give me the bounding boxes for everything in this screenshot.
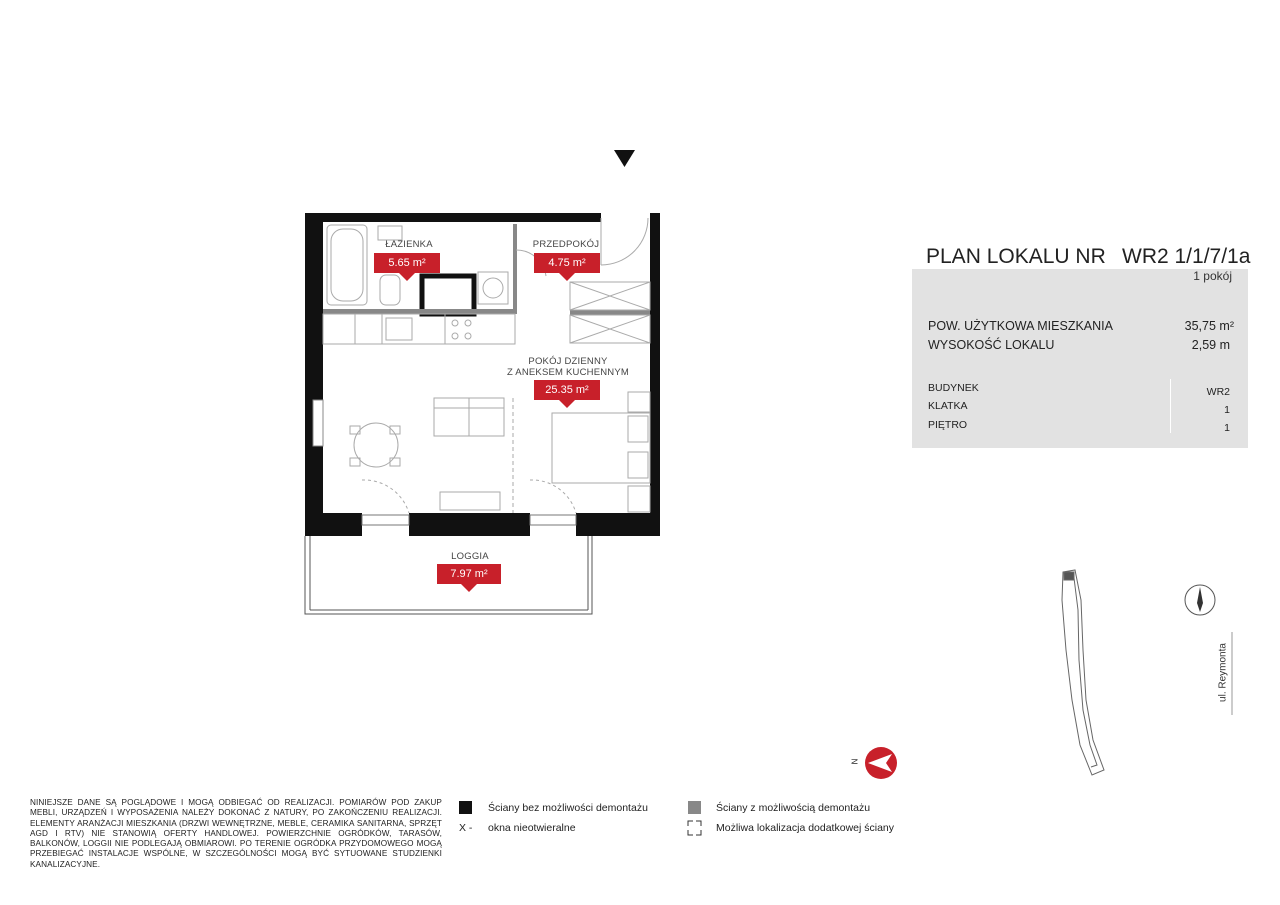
fixed-wall-legend-swatch: [459, 801, 472, 814]
street-label: ul. Reymonta: [1217, 643, 1229, 702]
plan-title: PLAN LOKALU NR: [926, 245, 1106, 268]
room-name-bathroom: ŁAZIENKA: [385, 239, 433, 250]
apartment-info-panel: [912, 235, 1251, 448]
area-tag-living: 25.35 m²: [534, 380, 600, 400]
legend-optional-wall: Możliwa lokalizacja dodatkowej ściany: [716, 822, 894, 834]
height-label: WYSOKOŚĆ LOKALU: [928, 338, 1055, 352]
north-arrow-icon: [865, 747, 897, 779]
area-tag-hallway: 4.75 m²: [534, 253, 600, 273]
compass-icon: [1185, 585, 1215, 615]
legend-fixed-walls: Ściany bez możliwości demontażu: [488, 802, 648, 814]
building-site-plan-icon: [1062, 570, 1104, 775]
staircase-value: 1: [1224, 404, 1230, 416]
area-tag-loggia: 7.97 m²: [437, 564, 501, 584]
entrance-arrow-icon: [614, 150, 635, 167]
disclaimer-text: NINIEJSZE DANE SĄ POGLĄDOWE I MOGĄ ODBIEGAĆ OD REALIZACJI. POMIARÓW POD ZAKUP MEBLI, URZĄDZEŃ I WYPOSAŻENIA NALEŻY DOKONAĆ Z NATURY, PO ZAKOŃCZENIU REALIZACJI. ELEMENTY ARANŻACJI MIESZKANIA (DRZWI WEWNĘTRZNE, MEBLE, CERAMIKA SANITARNA, SPRZĘT AGD I RTV) NIE STANOWIĄ OFERTY HANDLOWEJ. POWIERZCHNIE OGRÓDKÓW, TARASÓW, BALKONÓW, LOGGII NIE PODLEGAJĄ OBMIAROWI. PO TERENIE OGRÓDKA PRZYDOMOWEGO MOGĄ PRZEBIEGAĆ INSTALACJE WSPÓLNE, W SZCZEGÓLNOŚCI MOGĄ BYĆ SYTUOWANE STUDZIENKI KANALIZACYJNE.: [30, 798, 442, 869]
building-label: BUDYNEK: [928, 382, 979, 394]
info-title-bar: [912, 235, 1251, 269]
room-name-living-line2: Z ANEKSEM KUCHENNYM: [506, 367, 630, 378]
legend-nonopening-windows: okna nieotwieralne: [488, 822, 576, 834]
legend-removable-walls: Ściany z możliwością demontażu: [716, 802, 871, 814]
removable-wall-legend-swatch: [688, 801, 701, 814]
room-name-loggia: LOGGIA: [451, 551, 489, 562]
staircase-label: KLATKA: [928, 400, 968, 412]
legend-nonopening-marker: X -: [459, 822, 473, 834]
building-value: WR2: [1206, 386, 1230, 398]
usable-area-value: 35,75 m²: [1184, 319, 1234, 333]
info-divider: [1170, 379, 1171, 433]
north-letter: N: [850, 758, 860, 765]
area-tag-bathroom: 5.65 m²: [374, 253, 440, 273]
apartment-number: WR2 1/1/7/1a: [1122, 245, 1251, 268]
floor-label: PIĘTRO: [928, 419, 968, 431]
floor-value: 1: [1224, 422, 1230, 434]
rooms-count: 1 pokój: [1193, 269, 1232, 283]
room-name-living: POKÓJ DZIENNY: [528, 356, 608, 367]
room-name-hallway: PRZEDPOKÓJ: [532, 239, 600, 250]
side-window: [313, 400, 323, 446]
height-value: 2,59 m: [1191, 338, 1230, 352]
optional-wall-legend-icon: [688, 821, 701, 835]
usable-area-label: POW. UŻYTKOWA MIESZKANIA: [928, 319, 1113, 333]
